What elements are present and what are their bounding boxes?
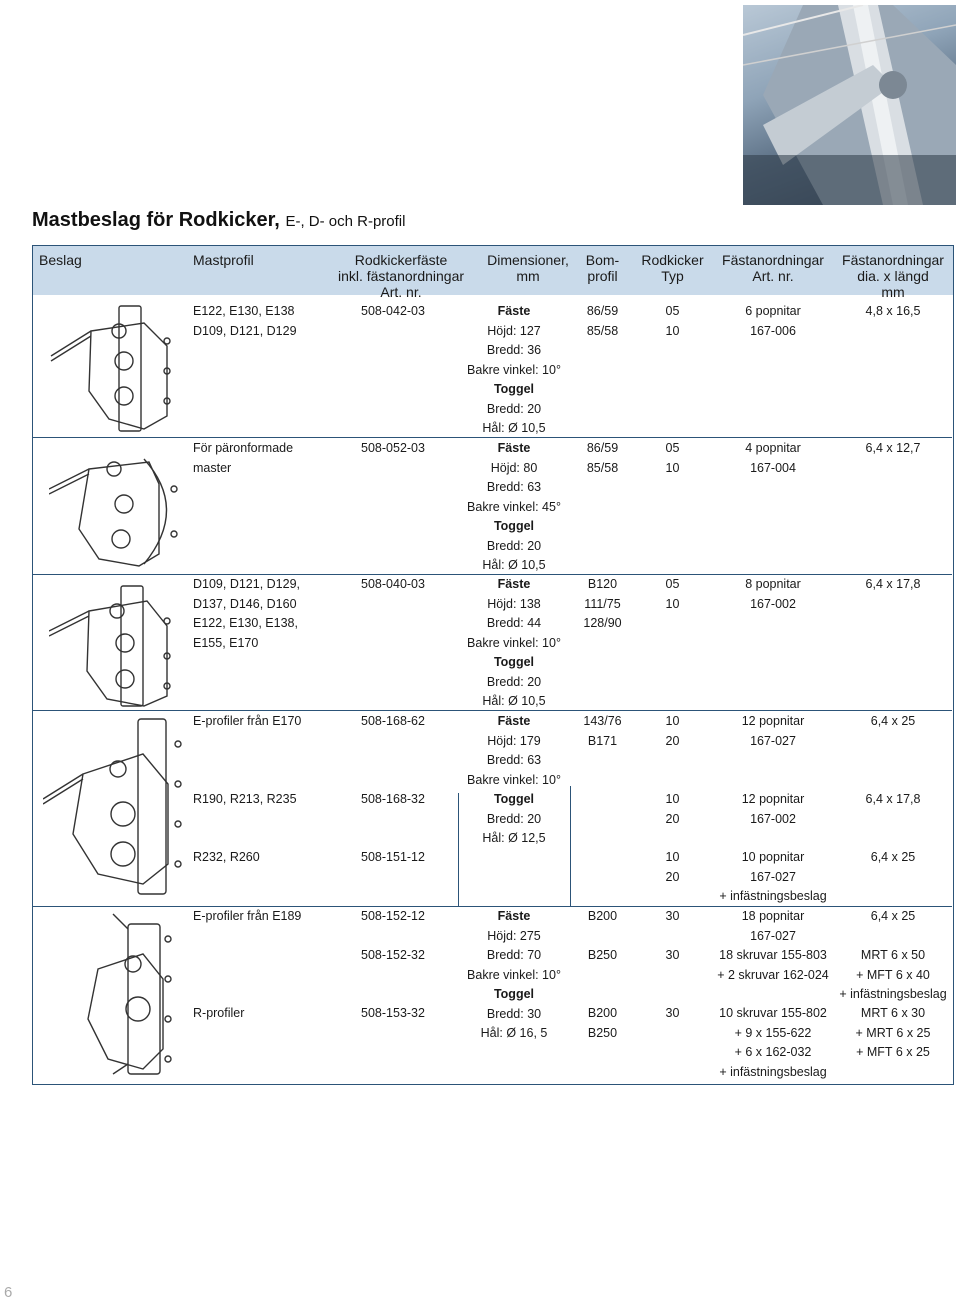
bomprofil-cell: B200 B250 bbox=[587, 1006, 618, 1040]
header-rodkicker: Rodkicker Typ bbox=[641, 252, 704, 284]
artnr-cell: 508-152-32 bbox=[361, 948, 425, 962]
bomprofil-cell: 86/59 85/58 bbox=[586, 441, 619, 475]
mastprofil-cell: R-profiler bbox=[193, 1006, 245, 1020]
dia-cell: 6,4 x 25 bbox=[870, 714, 916, 728]
dia-cell: 4,8 x 16,5 bbox=[865, 304, 921, 318]
fitting-drawing-4 bbox=[43, 714, 193, 904]
dia-cell: 6,4 x 17,8 bbox=[865, 792, 921, 806]
bomprofil-cell: 143/76 B171 bbox=[583, 714, 622, 748]
bomprofil-cell: B250 bbox=[587, 948, 618, 962]
fitting-drawing-2 bbox=[49, 444, 189, 574]
fitting-drawing-1 bbox=[49, 301, 189, 436]
typ-cell: 30 bbox=[665, 1006, 680, 1020]
dimension-cell: Fäste Höjd: 179 Bredd: 63 Bakre vinkel: 10° Toggel Bredd: 20 Hål: Ø 12,5 bbox=[467, 714, 561, 845]
page-number: 6 bbox=[4, 1284, 13, 1301]
typ-cell: 10 20 bbox=[665, 714, 680, 748]
product-table bbox=[32, 245, 954, 1085]
fitting-drawing-5 bbox=[73, 909, 183, 1084]
dimension-cell: Fäste Höjd: 275 Bredd: 70 Bakre vinkel: 10° Toggel Bredd: 30 Hål: Ø 16, 5 bbox=[467, 909, 561, 1040]
header-beslag: Beslag bbox=[39, 252, 82, 268]
typ-cell: 05 10 bbox=[665, 304, 680, 338]
dimension-cell: Fäste Höjd: 80 Bredd: 63 Bakre vinkel: 45° Toggel Bredd: 20 Hål: Ø 10,5 bbox=[467, 441, 561, 572]
dia-cell: MRT 6 x 30 + MRT 6 x 25 + MFT 6 x 25 bbox=[855, 1006, 931, 1059]
artnr-cell: 508-040-03 bbox=[361, 577, 425, 591]
typ-cell: 05 10 bbox=[665, 441, 680, 475]
dimension-cell: Fäste Höjd: 127 Bredd: 36 Bakre vinkel: 10° Toggel Bredd: 20 Hål: Ø 10,5 bbox=[467, 304, 561, 435]
dimension-cell: Fäste Höjd: 138 Bredd: 44 Bakre vinkel: 10° Toggel Bredd: 20 Hål: Ø 10,5 bbox=[467, 577, 561, 708]
fastanordning-cell: 12 popnitar 167-027 bbox=[741, 714, 805, 748]
mastprofil-cell: R190, R213, R235 bbox=[193, 792, 297, 806]
artnr-cell: 508-151-12 bbox=[361, 850, 425, 864]
mastprofil-cell: För päronformade master bbox=[193, 441, 294, 475]
header-fastanordningar-dia: Fästanordningar dia. x längd mm bbox=[842, 252, 944, 300]
fastanordning-cell: 18 popnitar 167-027 bbox=[741, 909, 805, 943]
dia-cell: 6,4 x 12,7 bbox=[865, 441, 921, 455]
artnr-cell: 508-153-32 bbox=[361, 1006, 425, 1020]
typ-cell: 30 bbox=[665, 909, 680, 923]
artnr-cell: 508-168-62 bbox=[361, 714, 425, 728]
mastprofil-cell: R232, R260 bbox=[193, 850, 260, 864]
fastanordning-cell: 12 popnitar 167-002 bbox=[741, 792, 805, 826]
bomprofil-cell: B200 bbox=[587, 909, 618, 923]
bomprofil-cell: B120 111/75 128/90 bbox=[583, 577, 622, 630]
mastprofil-cell: E122, E130, E138 D109, D121, D129 bbox=[193, 304, 297, 338]
title-main: Mastbeslag för Rodkicker, bbox=[32, 209, 280, 231]
header-fastanordningar: Fästanordningar Art. nr. bbox=[722, 252, 824, 284]
mastprofil-cell: E-profiler från E170 bbox=[193, 714, 302, 728]
mastprofil-cell: D109, D121, D129, D137, D146, D160 E122, E130, E138, E155, E170 bbox=[193, 577, 301, 650]
fastanordning-cell: 10 popnitar 167-027 + infästningsbeslag bbox=[719, 850, 827, 903]
mastprofil-cell: E-profiler från E189 bbox=[193, 909, 302, 923]
dia-cell: MRT 6 x 50 + MFT 6 x 40 + infästningsbeslag bbox=[839, 948, 947, 1001]
fastanordning-cell: 4 popnitar 167-004 bbox=[745, 441, 801, 475]
artnr-cell: 508-052-03 bbox=[361, 441, 425, 455]
artnr-cell: 508-042-03 bbox=[361, 304, 425, 318]
page-title bbox=[32, 209, 405, 232]
col-divider bbox=[570, 786, 571, 906]
header-dimensioner: Dimensioner, mm bbox=[487, 252, 569, 284]
bomprofil-cell: 86/59 85/58 bbox=[586, 304, 619, 338]
fitting-drawing-3 bbox=[49, 581, 189, 711]
typ-cell: 10 20 bbox=[665, 792, 680, 826]
fastanordning-cell: 10 skruvar 155-802 + 9 x 155-622 + 6 x 162-032 + infästningsbeslag bbox=[719, 1006, 827, 1079]
header-rodkickerfaste: Rodkickerfäste inkl. fästanordningar Art. nr. bbox=[337, 252, 465, 300]
typ-cell: 05 10 bbox=[665, 577, 680, 611]
header-mastprofil: Mastprofil bbox=[193, 252, 254, 268]
fastanordning-cell: 8 popnitar 167-002 bbox=[745, 577, 801, 611]
typ-cell: 10 20 bbox=[665, 850, 680, 884]
fastanordning-cell: 6 popnitar 167-006 bbox=[745, 304, 801, 338]
typ-cell: 30 bbox=[665, 948, 680, 962]
fastanordning-cell: 18 skruvar 155-803 + 2 skruvar 162-024 bbox=[717, 948, 829, 982]
header-bomprofil: Bom- profil bbox=[585, 252, 620, 284]
dia-cell: 6,4 x 25 bbox=[870, 850, 916, 864]
dia-cell: 6,4 x 25 bbox=[870, 909, 916, 923]
rodkicker-photo bbox=[743, 5, 956, 205]
dia-cell: 6,4 x 17,8 bbox=[865, 577, 921, 591]
title-sub: E-, D- och R-profil bbox=[285, 213, 406, 230]
artnr-cell: 508-152-12 bbox=[361, 909, 425, 923]
artnr-cell: 508-168-32 bbox=[361, 792, 425, 806]
